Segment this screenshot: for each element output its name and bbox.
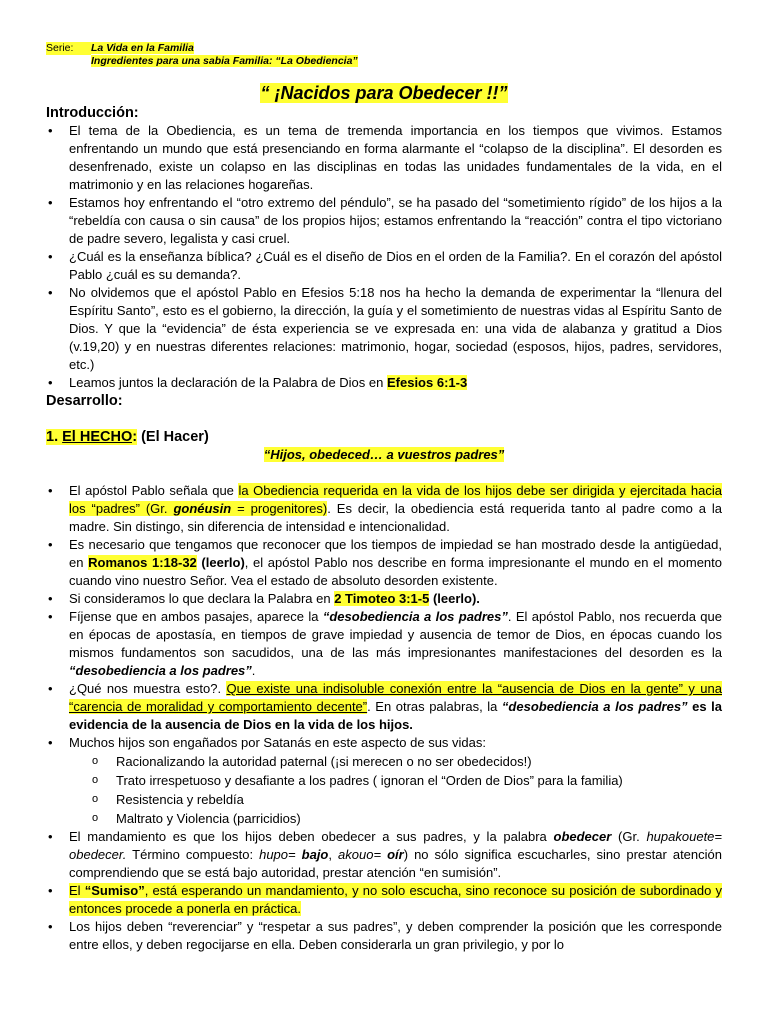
desarrollo-list-2 (46, 828, 722, 954)
emphasis: oír (381, 847, 404, 862)
scripture-ref-romanos: Romanos 1:18-32 (88, 555, 197, 570)
series-header (46, 42, 722, 68)
dev-bullet-2 (46, 536, 722, 590)
greek-word: akouo= (338, 847, 382, 862)
dev-bullet-1 (46, 482, 722, 536)
document-title-wrap (46, 82, 722, 104)
intro-bullet-5-text: Leamos juntos la declaración de la Palabra de Dios en (69, 375, 387, 390)
text: Si consideramos lo que declara la Palabra en (69, 591, 335, 606)
verse-wrap (46, 446, 722, 464)
section-colon: : (132, 429, 138, 445)
read-note: (leerlo). (429, 591, 480, 606)
text: , el apóstol Pablo nos describe en forma impresionante el mundo en el momento cuando vino nuestro Señor. Vea el estado de absoluto desorden existente. (69, 555, 723, 588)
desarrollo-heading: Desarrollo: (46, 393, 123, 409)
section-subtitle: (El Hacer) (137, 429, 209, 445)
text: (Gr. (611, 829, 647, 844)
emphasis: obedecer (553, 829, 612, 844)
intro-bullet-3: • ¿Cuál es la enseñanza bíblica? ¿Cuál es el diseño de Dios en el orden de la Familia?. En el corazón del apóstol Pablo ¿cuál es su demanda?. (46, 248, 722, 284)
text: El (69, 883, 85, 898)
sub-item-2: o Trato irrespetuoso y desafiante a los padres ( ignoran el “Orden de Dios” para la familia) (46, 771, 722, 790)
sub-list (46, 752, 722, 828)
text: Término compuesto: (126, 847, 260, 862)
series-title: La Vida en la Familia (91, 42, 194, 54)
intro-heading: Introducción: (46, 105, 139, 121)
text: . En otras palabras, la (367, 699, 502, 714)
text: El apóstol Pablo señala que (69, 483, 239, 498)
emphasis: bajo (295, 847, 329, 862)
text: , está esperando un mandamiento, y no solo escucha, sino reconoce su posición de subordinado y entonces procede a ponerla en práctica. (69, 883, 723, 916)
intro-bullet-4: • No olvidemos que el apóstol Pablo en Efesios 5:18 nos ha hecho la demanda de experimentar la “llenura del Espíritu Santo”, esto es el gobierno, la dirección, la guía y el sometimiento de nuestras vidas al Espíritu Santo de Dios. Y que la “evidencia” de ésta experiencia se ve expresada en: una vida de alabanza y gratitud a Dios (v.19,20) y en nuestras diferentes relaciones: matrimonio, hogar, sociedad (esposos, hijos, padres, servidores, etc.) (46, 284, 722, 374)
bold-text: es la evidencia de la ausencia de Dios en la vida de los hijos. (69, 699, 722, 732)
highlight: Que existe una indisoluble conexión entre la “ausencia de Dios en la gente” y una “carencia de moralidad y comportamiento decente” (69, 681, 722, 714)
emphasis: “desobediencia a los padres” (69, 663, 252, 678)
dev-bullet-8 (46, 882, 722, 918)
series-line (46, 42, 722, 55)
text: = progenitores) (231, 501, 328, 516)
text: . (251, 663, 256, 678)
intro-list (46, 122, 722, 392)
dev-bullet-6: • Muchos hijos son engañados por Satanás en este aspecto de sus vidas: (46, 734, 722, 752)
series-subtitle: Ingredientes para una sabia Familia: “La Obediencia” (91, 55, 358, 67)
verse-quote: “Hijos, obedeced… a vuestros padres” (263, 447, 505, 462)
greek-word: hupo= (259, 847, 296, 862)
intro-bullet-2: • Estamos hoy enfrentando el “otro extremo del péndulo”, se ha pasado del “sometimiento rígido” de los hijos a la “rebeldía con causa o sin causa” de los propios hijos; estamos enfrentando la “reacción” contra el tipo victoriano de padre severo, legalista y casi cruel. (46, 194, 722, 248)
sub-item-4: o Maltrato y Violencia (parricidios) (46, 809, 722, 828)
sub-item-3: o Resistencia y rebeldía (46, 790, 722, 809)
document-title: “ ¡Nacidos para Obedecer !!” (260, 83, 508, 103)
section-number: 1. (46, 429, 59, 445)
text: Fíjense que en ambos pasajes, aparece la (69, 609, 323, 624)
text: El mandamiento es que los hijos deben obedecer a sus padres, y la palabra (69, 829, 554, 844)
text: ) no sólo significa escucharles, sino prestar atención comprendiendo que se está bajo autoridad, prestar atención “en sumisión”. (69, 847, 722, 880)
dev-bullet-4 (46, 608, 722, 680)
dev-bullet-5 (46, 680, 722, 734)
emphasis: “desobediencia a los padres” (501, 699, 688, 714)
text: . El apóstol Pablo, nos recuerda que en épocas de apostasía, en tiempos de grave impiedad y ausencia de temor de Dios, en épocas cuando los mismos fundamentos son sacudidos, una de las más impresionantes manifestaciones del desorden es la (69, 609, 722, 660)
series-subtitle-line (46, 55, 722, 68)
scripture-ref-efesios: Efesios 6:1-3 (386, 375, 468, 390)
text: . Es decir, la obediencia está requerida tanto al padre como a la madre. Sin distingo, sin diferencia de intensidad e intencionalidad. (69, 501, 722, 534)
emphasis: “desobediencia a los padres” (322, 609, 508, 624)
read-note: (leerlo) (196, 555, 245, 570)
spacer (46, 464, 722, 482)
section-heading (46, 428, 722, 446)
dev-bullet-7 (46, 828, 722, 882)
text: la Obediencia requerida en la vida de los hijos debe ser dirigida y ejercitada hacia los “padres” (Gr. (69, 483, 722, 516)
series-label: Serie: (46, 42, 91, 55)
scripture-ref-timoteo: 2 Timoteo 3:1-5 (334, 591, 430, 606)
greek-word: hupakouete= obedecer. (69, 829, 722, 862)
intro-bullet-5 (46, 374, 722, 392)
text: , (328, 847, 339, 862)
spacer (46, 410, 722, 428)
highlight (69, 883, 722, 916)
text: ¿Qué nos muestra esto?. (69, 681, 227, 696)
dev-bullet-9: • Los hijos deben “reverenciar” y “respetar a sus padres”, y deben comprender la posición que les corresponde entre ellos, y deben regocijarse en ella. Deben considerarla un gran privilegio, y por lo (46, 918, 722, 954)
sub-item-1: o Racionalizando la autoridad paternal (¡si merecen o no ser obedecidos!) (46, 752, 722, 771)
section-title: El HECHO (62, 429, 133, 445)
text: Es necesario que tengamos que reconocer que los tiempos de impiedad se han mostrado desde la antigüedad, en (69, 537, 722, 570)
intro-bullet-1: • El tema de la Obediencia, es un tema de tremenda importancia en los tiempos que vivimos. Estamos enfrentando un mundo que está presenciando en forma alarmante el “colapso de la disciplina”. El desorden es desenfrenado, existe un colapso en las disciplinas en todas las unidades fundamentales de la vida, en el matrimonio y en las relaciones hogareñas. (46, 122, 722, 194)
bold-text: “Sumiso” (84, 883, 145, 898)
dev-bullet-3 (46, 590, 722, 608)
greek-word: gonéusin (173, 501, 232, 516)
desarrollo-list (46, 482, 722, 752)
